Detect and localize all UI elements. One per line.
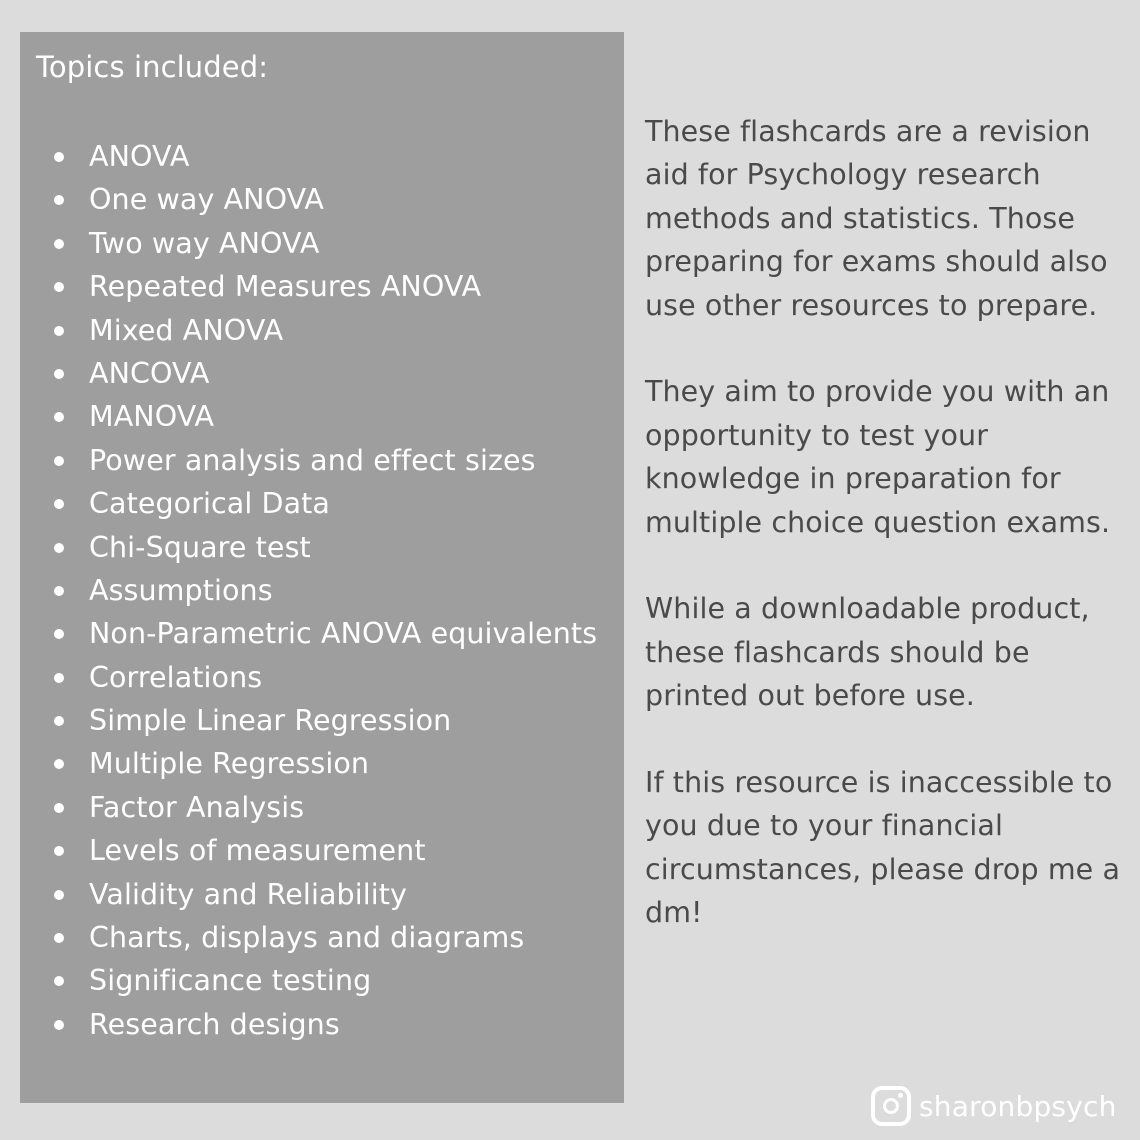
topic-item bbox=[20, 482, 597, 525]
topic-item bbox=[20, 569, 597, 612]
instagram-icon bbox=[871, 1086, 911, 1126]
topic-item bbox=[20, 656, 597, 699]
topic-item bbox=[20, 829, 597, 872]
bullet-icon bbox=[54, 369, 64, 379]
topic-item bbox=[20, 309, 597, 352]
topics-list bbox=[20, 135, 597, 1046]
topic-item bbox=[20, 395, 597, 438]
topic-label: Research designs bbox=[89, 1007, 340, 1041]
topic-label: Chi-Square test bbox=[89, 530, 311, 564]
topic-item bbox=[20, 439, 597, 482]
topic-item bbox=[20, 526, 597, 569]
topic-item bbox=[20, 135, 597, 178]
topic-label: Mixed ANOVA bbox=[89, 313, 284, 347]
topic-label: Charts, displays and diagrams bbox=[89, 921, 525, 955]
topic-label: Non-Parametric ANOVA equivalents bbox=[89, 617, 598, 651]
social-handle-text: sharonbpsych bbox=[919, 1089, 1117, 1123]
instagram-lens bbox=[883, 1098, 899, 1114]
bullet-icon bbox=[54, 933, 64, 943]
bullet-icon bbox=[54, 282, 64, 292]
topic-label: ANOVA bbox=[89, 140, 190, 173]
topics-heading: Topics included: bbox=[36, 50, 269, 84]
bullet-icon bbox=[54, 412, 64, 422]
bullet-icon bbox=[54, 152, 64, 162]
topic-label: Power analysis and effect sizes bbox=[89, 443, 536, 477]
topic-label: Assumptions bbox=[89, 573, 273, 607]
topic-label: Multiple Regression bbox=[89, 747, 370, 781]
bullet-icon bbox=[54, 716, 64, 726]
topic-item bbox=[20, 699, 597, 742]
bullet-icon bbox=[54, 846, 64, 856]
bullet-icon bbox=[54, 803, 64, 813]
topic-item bbox=[20, 959, 597, 1002]
bullet-icon bbox=[54, 759, 64, 769]
topic-item bbox=[20, 916, 597, 959]
topic-item bbox=[20, 786, 597, 829]
bullet-icon bbox=[54, 629, 64, 639]
bullet-icon bbox=[54, 456, 64, 466]
bullet-icon bbox=[54, 239, 64, 249]
topic-label: One way ANOVA bbox=[89, 183, 325, 217]
description-paragraph: If this resource is inaccessible to you due to your financial circumstances, please drop me a dm! bbox=[645, 766, 1121, 930]
topic-item bbox=[20, 742, 597, 785]
description-paragraph: While a downloadable product, these flashcards should be printed out before use. bbox=[645, 592, 1090, 713]
topic-item bbox=[20, 1003, 597, 1046]
topic-label: Simple Linear Regression bbox=[89, 704, 452, 738]
topic-label: Factor Analysis bbox=[89, 790, 305, 824]
bullet-icon bbox=[54, 499, 64, 509]
bullet-icon bbox=[54, 586, 64, 596]
topic-item bbox=[20, 178, 597, 221]
bullet-icon bbox=[54, 543, 64, 553]
topic-item bbox=[20, 265, 597, 308]
description-paragraph: These flashcards are a revision aid for Psychology research methods and statistics. Those preparing for exams should also use other resources to prepare. bbox=[645, 115, 1108, 322]
topic-label: Validity and Reliability bbox=[89, 877, 408, 911]
topic-label: MANOVA bbox=[89, 400, 215, 434]
description-paragraph: They aim to provide you with an opportunity to test your knowledge in preparation for multiple choice question exams. bbox=[645, 375, 1111, 539]
bullet-icon bbox=[54, 326, 64, 336]
topic-item bbox=[20, 352, 597, 395]
topic-label: Two way ANOVA bbox=[89, 226, 320, 260]
topic-item bbox=[20, 873, 597, 916]
topic-label: Categorical Data bbox=[89, 487, 330, 521]
bullet-icon bbox=[54, 890, 64, 900]
topic-item bbox=[20, 612, 597, 655]
topic-label: Repeated Measures ANOVA bbox=[89, 270, 482, 304]
bullet-icon bbox=[54, 673, 64, 683]
topic-item bbox=[20, 222, 597, 265]
topic-label: Levels of measurement bbox=[89, 834, 426, 868]
bullet-icon bbox=[54, 976, 64, 986]
bullet-icon bbox=[54, 195, 64, 205]
bullet-icon bbox=[54, 1020, 64, 1030]
topics-panel bbox=[20, 32, 624, 1103]
description bbox=[645, 110, 1125, 978]
social-handle[interactable] bbox=[871, 1081, 1117, 1131]
topic-label: Significance testing bbox=[89, 964, 372, 998]
instagram-dot bbox=[898, 1093, 903, 1098]
topic-label: ANCOVA bbox=[89, 356, 210, 390]
topic-label: Correlations bbox=[89, 660, 263, 694]
